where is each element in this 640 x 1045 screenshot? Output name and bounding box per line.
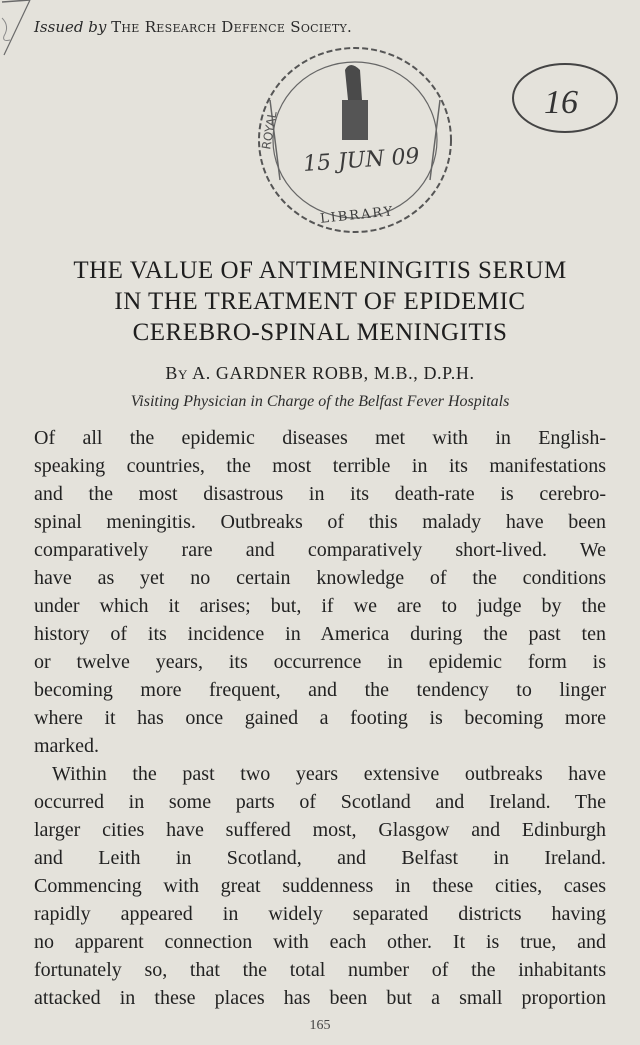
title-line-1: THE VALUE OF ANTIMENINGITIS SERUM <box>73 257 567 284</box>
text-line: history of its incidence in America during the past ten <box>34 623 606 645</box>
author-affiliation: Visiting Physician in Charge of the Belfast Fever Hospitals <box>130 393 510 410</box>
stamp-side-text: ROYAL <box>259 110 280 151</box>
text-line: Of all the epidemic diseases met with in English- <box>34 427 606 449</box>
reference-number: 16 <box>544 84 578 121</box>
text-line: becoming more frequent, and the tendency to linger <box>34 679 606 701</box>
page-number: 165 <box>309 1018 331 1033</box>
text-line: spinal meningitis. Outbreaks of this malady have been <box>34 511 606 533</box>
text-line: Commencing with great suddenness in these cities, cases <box>34 875 606 897</box>
text-line: marked. <box>34 735 99 757</box>
text-line: attacked in these places has been but a small proportion <box>34 987 606 1009</box>
byline-author: A. GARDNER ROBB, M.B., D.P.H. <box>192 363 475 383</box>
title-line-3: CEREBRO-SPINAL MENINGITIS <box>132 319 508 346</box>
paragraph-1 <box>34 424 606 760</box>
text-line: larger cities have suffered most, Glasgow and Edinburgh <box>34 819 606 841</box>
text-line: no apparent connection with each other. It is true, and <box>34 931 606 953</box>
text-line: Within the past two years extensive outbreaks have <box>52 763 606 785</box>
article-body <box>34 424 606 1012</box>
text-line: and Leith in Scotland, and Belfast in Ireland. <box>34 847 606 869</box>
text-line: have as yet no certain knowledge of the conditions <box>34 567 606 589</box>
text-line: and the most disastrous in its death-rate is cerebro- <box>34 483 606 505</box>
text-line: or twelve years, its occurrence in epidemic form is <box>34 651 606 673</box>
text-line: fortunately so, that the total number of the inhabitants <box>34 959 606 981</box>
stamp-library-label: LIBRARY <box>319 204 396 227</box>
paragraph-2 <box>34 760 606 1012</box>
society-name: The Research Defence Society. <box>111 18 353 36</box>
text-line: speaking countries, the most terrible in its manifestations <box>34 455 606 477</box>
issued-by-line <box>34 18 352 36</box>
reference-number-circle <box>510 58 630 142</box>
title-line-2: IN THE TREATMENT OF EPIDEMIC <box>114 288 526 315</box>
text-line: rapidly appeared in widely separated districts having <box>34 903 606 925</box>
issued-by-label: Issued by <box>34 18 107 36</box>
stamp-date: 15 JUN 09 <box>302 143 421 178</box>
text-line: where it has once gained a footing is becoming more <box>34 707 606 729</box>
byline <box>30 363 610 384</box>
text-line: under which it arises; but, if we are to judge by the <box>34 595 606 617</box>
text-line: comparatively rare and comparatively short-lived. We <box>34 539 606 561</box>
text-line: occurred in some parts of Scotland and Ireland. The <box>34 791 606 813</box>
byline-by: By <box>165 363 189 383</box>
